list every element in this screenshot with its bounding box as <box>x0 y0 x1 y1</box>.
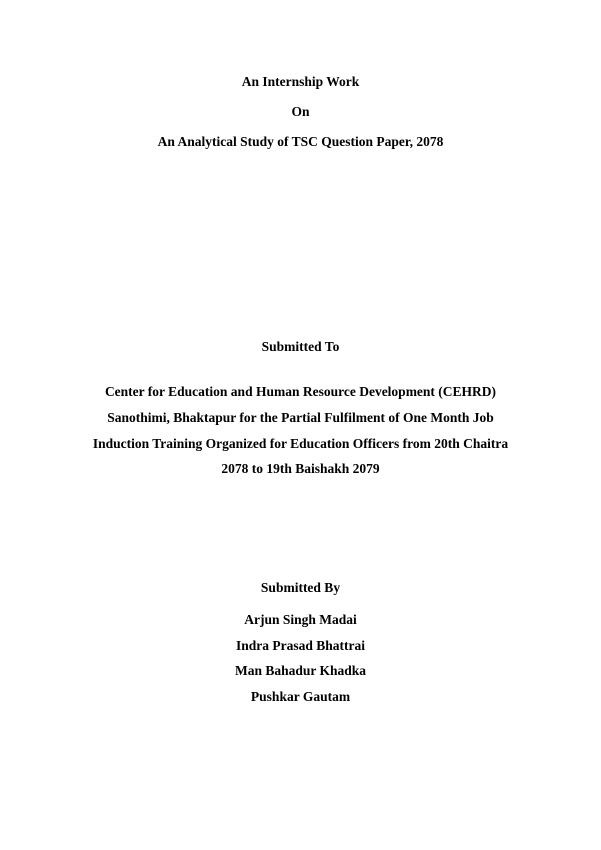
author-name: Arjun Singh Madai <box>244 612 357 627</box>
author-name: Indra Prasad Bhattrai <box>235 637 365 653</box>
title-line-1: An Internship Work <box>241 74 360 89</box>
title-line-2: On <box>291 104 310 119</box>
author-name: Man Bahadur Khadka <box>234 663 367 678</box>
title-line-3: An Analytical Study of TSC Question Paper, 2078 <box>157 134 444 149</box>
author-name: Pushkar Gautam <box>250 688 351 704</box>
submitted-to-line: Induction Training Organized for Education Officers from 20th Chaitra <box>92 436 509 451</box>
submitted-by-heading: Submitted By <box>260 580 341 595</box>
submitted-to-line: Sanothimi, Bhaktapur for the Partial Fulfilment of One Month Job <box>107 410 494 425</box>
submitted-to-line: Center for Education and Human Resource Development (CEHRD) <box>104 384 497 399</box>
author-list <box>0 612 601 714</box>
submitted-to-line: 2078 to 19th Baishakh 2079 <box>221 461 380 476</box>
submitted-to-heading: Submitted To <box>261 339 340 354</box>
